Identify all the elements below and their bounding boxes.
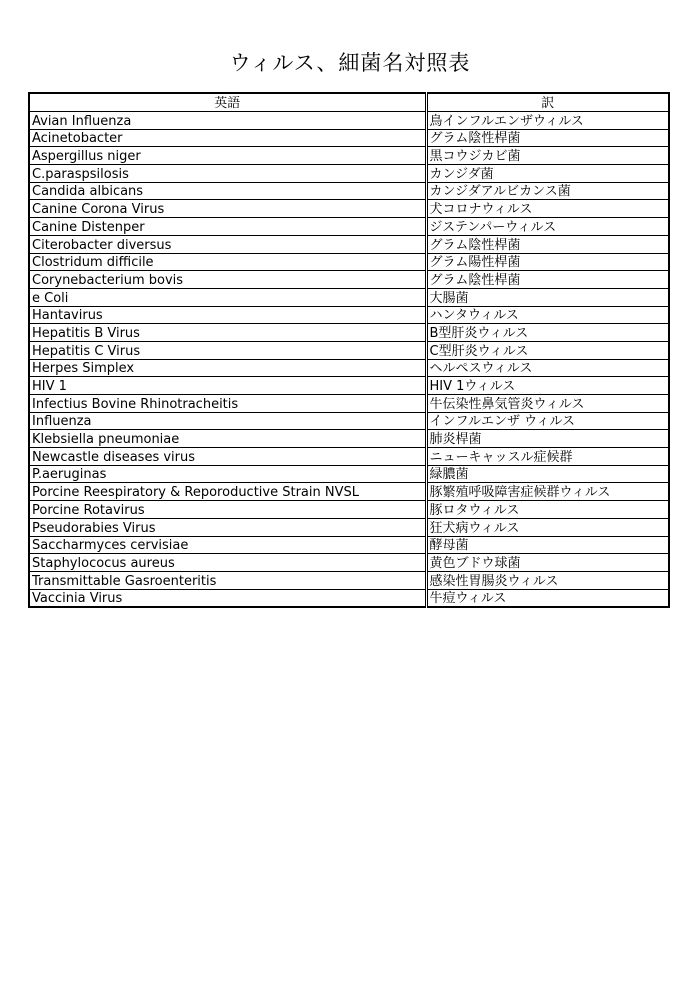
japanese-name-cell: 黄色ブドウ球菌 [426, 554, 669, 572]
english-name-cell: Newcastle diseases virus [29, 448, 426, 466]
english-name-cell: Pseudorabies Virus [29, 518, 426, 536]
japanese-name-cell: 肺炎桿菌 [426, 430, 669, 448]
japanese-name-cell: C型肝炎ウィルス [426, 341, 669, 359]
english-name-cell: Porcine Reespiratory & Reporoductive Strain NVSL [29, 483, 426, 501]
japanese-name-cell: 大腸菌 [426, 288, 669, 306]
japanese-name-cell: ジステンパーウィルス [426, 218, 669, 236]
table-row [29, 465, 669, 483]
japanese-name-cell: 緑膿菌 [426, 465, 669, 483]
japanese-name-cell: 感染性胃腸炎ウィルス [426, 571, 669, 589]
japanese-name-cell: インフルエンザ ウィルス [426, 412, 669, 430]
english-name-cell: Aspergillus niger [29, 147, 426, 165]
table-row [29, 377, 669, 395]
table-row [29, 306, 669, 324]
english-name-cell: Saccharmyces cervisiae [29, 536, 426, 554]
english-name-cell: Herpes Simplex [29, 359, 426, 377]
japanese-name-cell: ヘルペスウィルス [426, 359, 669, 377]
table-row [29, 112, 669, 130]
english-name-cell: Candida albicans [29, 182, 426, 200]
japanese-name-cell: 豚繁殖呼吸障害症候群ウィルス [426, 483, 669, 501]
english-name-cell: Infectius Bovine Rhinotracheitis [29, 395, 426, 413]
table-row [29, 359, 669, 377]
table-row [29, 554, 669, 572]
english-name-cell: Canine Corona Virus [29, 200, 426, 218]
japanese-name-cell: グラム陰性桿菌 [426, 271, 669, 289]
table-row [29, 288, 669, 306]
table-row [29, 501, 669, 519]
table-row [29, 129, 669, 147]
english-name-cell: Porcine Rotavirus [29, 501, 426, 519]
table-row [29, 182, 669, 200]
table-row [29, 165, 669, 183]
english-name-cell: Canine Distenper [29, 218, 426, 236]
table-row [29, 341, 669, 359]
table-row [29, 324, 669, 342]
table-row [29, 571, 669, 589]
page-title: ウィルス、細菌名対照表 [229, 51, 471, 75]
english-name-cell: Clostridum difficile [29, 253, 426, 271]
japanese-name-cell: ハンタウィルス [426, 306, 669, 324]
virus-bacteria-table [28, 92, 670, 608]
japanese-name-cell: B型肝炎ウィルス [426, 324, 669, 342]
japanese-name-cell: 鳥インフルエンザウィルス [426, 112, 669, 130]
english-name-cell: Hepatitis C Virus [29, 341, 426, 359]
table-row [29, 200, 669, 218]
japanese-name-cell: グラム陽性桿菌 [426, 253, 669, 271]
japanese-name-cell: カンジダ菌 [426, 165, 669, 183]
table-row [29, 412, 669, 430]
japanese-name-cell: グラム陰性桿菌 [426, 129, 669, 147]
japanese-name-cell: 犬コロナウィルス [426, 200, 669, 218]
japanese-name-cell: 黒コウジカビ菌 [426, 147, 669, 165]
table-row [29, 430, 669, 448]
english-name-cell: Hantavirus [29, 306, 426, 324]
table-row [29, 271, 669, 289]
english-name-cell: Acinetobacter [29, 129, 426, 147]
column-header-english: 英語 [29, 93, 426, 112]
english-name-cell: e Coli [29, 288, 426, 306]
english-name-cell: Transmittable Gasroenteritis [29, 571, 426, 589]
japanese-name-cell: 豚ロタウィルス [426, 501, 669, 519]
table-row [29, 253, 669, 271]
japanese-name-cell: 牛痘ウィルス [426, 589, 669, 607]
japanese-name-cell: グラム陰性桿菌 [426, 235, 669, 253]
table-header-row [29, 93, 669, 112]
table-row [29, 218, 669, 236]
japanese-name-cell: 狂犬病ウィルス [426, 518, 669, 536]
english-name-cell: Avian Influenza [29, 112, 426, 130]
table-row [29, 518, 669, 536]
japanese-name-cell: 酵母菌 [426, 536, 669, 554]
japanese-name-cell: ニューキャッスル症候群 [426, 448, 669, 466]
japanese-name-cell: 牛伝染性鼻気管炎ウィルス [426, 395, 669, 413]
english-name-cell: Vaccinia Virus [29, 589, 426, 607]
english-name-cell: HIV 1 [29, 377, 426, 395]
table-row [29, 395, 669, 413]
column-header-translation: 訳 [426, 93, 669, 112]
english-name-cell: Hepatitis B Virus [29, 324, 426, 342]
table-row [29, 147, 669, 165]
english-name-cell: C.paraspsilosis [29, 165, 426, 183]
english-name-cell: Corynebacterium bovis [29, 271, 426, 289]
table-body [29, 112, 669, 608]
table-row [29, 483, 669, 501]
japanese-name-cell: HIV 1ウィルス [426, 377, 669, 395]
table-row [29, 448, 669, 466]
virus-bacteria-table-container [28, 92, 668, 608]
table-row [29, 536, 669, 554]
table-row [29, 589, 669, 607]
english-name-cell: Staphylococus aureus [29, 554, 426, 572]
japanese-name-cell: カンジダアルビカンス菌 [426, 182, 669, 200]
english-name-cell: Influenza [29, 412, 426, 430]
english-name-cell: Klebsiella pneumoniae [29, 430, 426, 448]
table-row [29, 235, 669, 253]
english-name-cell: P.aeruginas [29, 465, 426, 483]
english-name-cell: Citerobacter diversus [29, 235, 426, 253]
